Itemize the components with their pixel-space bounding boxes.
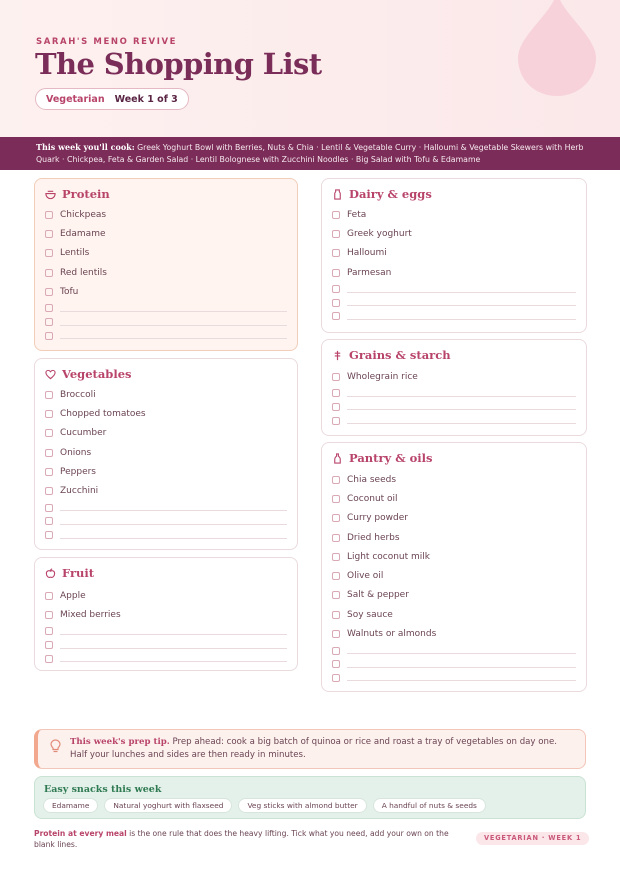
- checkbox[interactable]: [45, 449, 53, 457]
- blank-line-item: [45, 514, 287, 528]
- checkbox[interactable]: [332, 476, 340, 484]
- checkbox[interactable]: [332, 230, 340, 238]
- list-item: [45, 385, 287, 404]
- checkbox[interactable]: [332, 312, 340, 320]
- item-label: Zucchini: [60, 486, 99, 497]
- milk-icon: [332, 189, 343, 200]
- section-title: Protein: [62, 187, 110, 201]
- section-grains: [321, 339, 587, 436]
- checklist: [45, 385, 287, 542]
- checkbox[interactable]: [332, 591, 340, 599]
- tip-text: Prep ahead: cook a big batch of quinoa or rice and roast a tray of vegetables on day one. Half your lunches and sides are then ready in minutes.: [70, 737, 557, 760]
- section-dairy: [321, 178, 587, 333]
- blank-line-item: [332, 296, 576, 310]
- checkbox[interactable]: [45, 269, 53, 277]
- list-item: [332, 263, 576, 282]
- checkbox[interactable]: [332, 495, 340, 503]
- item-label: Edamame: [60, 228, 106, 239]
- checkbox[interactable]: [45, 627, 53, 635]
- list-item: [45, 404, 287, 423]
- checklist: [45, 205, 287, 343]
- blank-line-item: [45, 329, 287, 343]
- item-label: Lentils: [60, 248, 90, 259]
- checkbox[interactable]: [332, 285, 340, 293]
- list-item: [45, 244, 287, 263]
- section-vegetables: [34, 358, 298, 550]
- checkbox[interactable]: [332, 534, 340, 542]
- checkbox[interactable]: [332, 514, 340, 522]
- snacks-title: Easy snacks this week: [44, 784, 162, 795]
- checkbox[interactable]: [45, 391, 53, 399]
- blank-line-item: [45, 625, 287, 639]
- wheat-icon: [332, 350, 343, 361]
- blank-line-item: [332, 414, 576, 428]
- section-fruit: [34, 557, 298, 671]
- checkbox[interactable]: [332, 417, 340, 425]
- blank-line-item: [332, 644, 576, 658]
- bottle-icon: [332, 453, 343, 464]
- checkbox[interactable]: [45, 249, 53, 257]
- footer-tag: VEGETARIAN · WEEK 1: [476, 832, 589, 845]
- checkbox[interactable]: [45, 304, 53, 312]
- item-label: Apple: [60, 590, 86, 601]
- item-label: Chopped tomatoes: [60, 408, 146, 419]
- checkbox[interactable]: [332, 647, 340, 655]
- item-label: Soy sauce: [347, 609, 393, 620]
- write-in-line[interactable]: [347, 292, 576, 293]
- section-title: Vegetables: [62, 367, 132, 381]
- checkbox[interactable]: [332, 299, 340, 307]
- write-in-line[interactable]: [347, 319, 576, 320]
- list-item: [45, 586, 287, 605]
- item-label: Cucumber: [60, 428, 107, 439]
- write-in-line[interactable]: [60, 338, 287, 339]
- lightbulb-icon: [50, 739, 61, 753]
- checkbox[interactable]: [45, 468, 53, 476]
- section-title: Pantry & oils: [349, 451, 433, 465]
- checkbox[interactable]: [45, 230, 53, 238]
- item-label: Wholegrain rice: [347, 371, 418, 382]
- checkbox[interactable]: [45, 429, 53, 437]
- week-label: Week 1 of 3: [114, 93, 178, 105]
- blank-line-item: [332, 400, 576, 414]
- section-title: Grains & starch: [349, 348, 451, 362]
- checkbox[interactable]: [45, 410, 53, 418]
- item-label: Halloumi: [347, 248, 387, 259]
- checkbox[interactable]: [45, 288, 53, 296]
- apple-icon: [45, 568, 56, 579]
- item-label: Peppers: [60, 466, 96, 477]
- item-label: Walnuts or almonds: [347, 629, 437, 640]
- checkbox[interactable]: [332, 660, 340, 668]
- checkbox[interactable]: [332, 674, 340, 682]
- snack-chip: Natural yoghurt with flaxseed: [104, 798, 232, 813]
- tip-label: This week's prep tip.: [70, 737, 170, 747]
- list-item: [332, 367, 576, 386]
- write-in-line[interactable]: [347, 667, 576, 668]
- item-label: Light coconut milk: [347, 551, 431, 562]
- list-item: [332, 528, 576, 547]
- item-label: Dried herbs: [347, 532, 400, 543]
- item-label: Curry powder: [347, 513, 408, 524]
- blank-line-item: [45, 301, 287, 315]
- list-item: [45, 462, 287, 481]
- item-label: Greek yoghurt: [347, 228, 412, 239]
- list-item: [332, 509, 576, 528]
- item-label: Salt & pepper: [347, 590, 409, 601]
- item-label: Parmesan: [347, 267, 392, 278]
- write-in-line[interactable]: [347, 409, 576, 410]
- list-item: [332, 489, 576, 508]
- list-item: [45, 424, 287, 443]
- blank-line-item: [332, 657, 576, 671]
- write-in-line[interactable]: [60, 524, 287, 525]
- page-title: The Shopping List: [35, 47, 322, 81]
- blank-line-item: [45, 638, 287, 652]
- list-item: [332, 244, 576, 263]
- item-label: Broccoli: [60, 389, 96, 400]
- item-label: Onions: [60, 447, 92, 458]
- write-in-line[interactable]: [60, 538, 287, 539]
- snack-chip: A handful of nuts & seeds: [373, 798, 486, 813]
- list-item: [45, 263, 287, 282]
- blank-line-item: [45, 652, 287, 666]
- bowl-icon: [45, 189, 56, 200]
- checkbox[interactable]: [332, 211, 340, 219]
- blank-line-item: [332, 282, 576, 296]
- write-in-line[interactable]: [347, 423, 576, 424]
- cook-band-label: This week you'll cook:: [36, 142, 135, 152]
- section-title: Fruit: [62, 566, 95, 580]
- write-in-line[interactable]: [347, 680, 576, 681]
- item-label: Coconut oil: [347, 493, 398, 504]
- snack-chip: Edamame: [43, 798, 98, 813]
- blank-line-item: [332, 671, 576, 685]
- item-label: Red lentils: [60, 267, 107, 278]
- list-item: [45, 224, 287, 243]
- list-item: [45, 443, 287, 462]
- checklist: [332, 205, 576, 323]
- checkbox[interactable]: [332, 630, 340, 638]
- write-in-line[interactable]: [60, 510, 287, 511]
- item-label: Tofu: [60, 286, 79, 297]
- write-in-line[interactable]: [60, 661, 287, 662]
- heart-icon: [45, 369, 56, 380]
- blank-line-item: [45, 528, 287, 542]
- list-item: [332, 605, 576, 624]
- checkbox[interactable]: [45, 517, 53, 525]
- snack-chip: Veg sticks with almond butter: [238, 798, 366, 813]
- checkbox[interactable]: [332, 249, 340, 257]
- checklist: [332, 470, 576, 685]
- section-protein: [34, 178, 298, 351]
- snacks-panel: [34, 776, 586, 819]
- write-in-line[interactable]: [347, 653, 576, 654]
- write-in-line[interactable]: [60, 325, 287, 326]
- list-item: [45, 205, 287, 224]
- checkbox[interactable]: [332, 572, 340, 580]
- list-item: [45, 481, 287, 500]
- item-label: Mixed berries: [60, 609, 121, 620]
- list-item: [332, 566, 576, 585]
- checkbox[interactable]: [45, 592, 53, 600]
- checkbox[interactable]: [45, 641, 53, 649]
- blank-line-item: [45, 315, 287, 329]
- checkbox[interactable]: [332, 389, 340, 397]
- list-item: [45, 605, 287, 624]
- item-label: Olive oil: [347, 571, 384, 582]
- item-label: Feta: [347, 209, 367, 220]
- checkbox[interactable]: [45, 487, 53, 495]
- checkbox[interactable]: [332, 403, 340, 411]
- checkbox[interactable]: [45, 655, 53, 663]
- checkbox[interactable]: [332, 373, 340, 381]
- list-item: [332, 624, 576, 643]
- footer-text: is the one rule that does the heavy lifting. Tick what you need, add your own on the blank lines.: [34, 829, 449, 849]
- write-in-line[interactable]: [60, 311, 287, 312]
- checkbox[interactable]: [45, 611, 53, 619]
- checkbox[interactable]: [45, 504, 53, 512]
- snack-chips: [43, 798, 486, 813]
- item-label: Chia seeds: [347, 474, 397, 485]
- write-in-line[interactable]: [347, 305, 576, 306]
- list-item: [332, 224, 576, 243]
- write-in-line[interactable]: [60, 634, 287, 635]
- checkbox[interactable]: [45, 531, 53, 539]
- droplet-icon: [518, 0, 596, 96]
- list-item: [45, 282, 287, 301]
- diet-label: Vegetarian: [46, 93, 105, 105]
- checklist: [45, 586, 287, 666]
- cook-band-text: Greek Yoghurt Bowl with Berries, Nuts & Chia · Lentil & Vegetable Curry · Halloumi & Vegetable Skewers with Herb Quark · Chickpea, Feta & Garden Salad · Lentil Bolognese with Zucchini Noodles · Big Salad with Tofu & Edamame: [36, 143, 584, 164]
- blank-line-item: [332, 310, 576, 324]
- checkbox[interactable]: [332, 269, 340, 277]
- blank-line-item: [332, 386, 576, 400]
- checkbox[interactable]: [332, 611, 340, 619]
- section-pantry: [321, 442, 587, 692]
- write-in-line[interactable]: [60, 648, 287, 649]
- checkbox[interactable]: [45, 211, 53, 219]
- brand-name: SARAH'S MENO REVIVE: [36, 37, 178, 47]
- list-item: [332, 547, 576, 566]
- plan-pill: [35, 88, 189, 110]
- footer-note: [34, 828, 464, 850]
- list-item: [332, 205, 576, 224]
- list-item: [332, 470, 576, 489]
- section-title: Dairy & eggs: [349, 187, 432, 201]
- page-header: [0, 0, 620, 137]
- checkbox[interactable]: [45, 332, 53, 340]
- item-label: Chickpeas: [60, 209, 107, 220]
- footer-bold: Protein at every meal: [34, 829, 127, 838]
- checkbox[interactable]: [45, 318, 53, 326]
- write-in-line[interactable]: [347, 396, 576, 397]
- checklist: [332, 367, 576, 427]
- blank-line-item: [45, 501, 287, 515]
- prep-tip: [34, 729, 586, 769]
- cook-band: [0, 137, 620, 170]
- list-item: [332, 586, 576, 605]
- checkbox[interactable]: [332, 553, 340, 561]
